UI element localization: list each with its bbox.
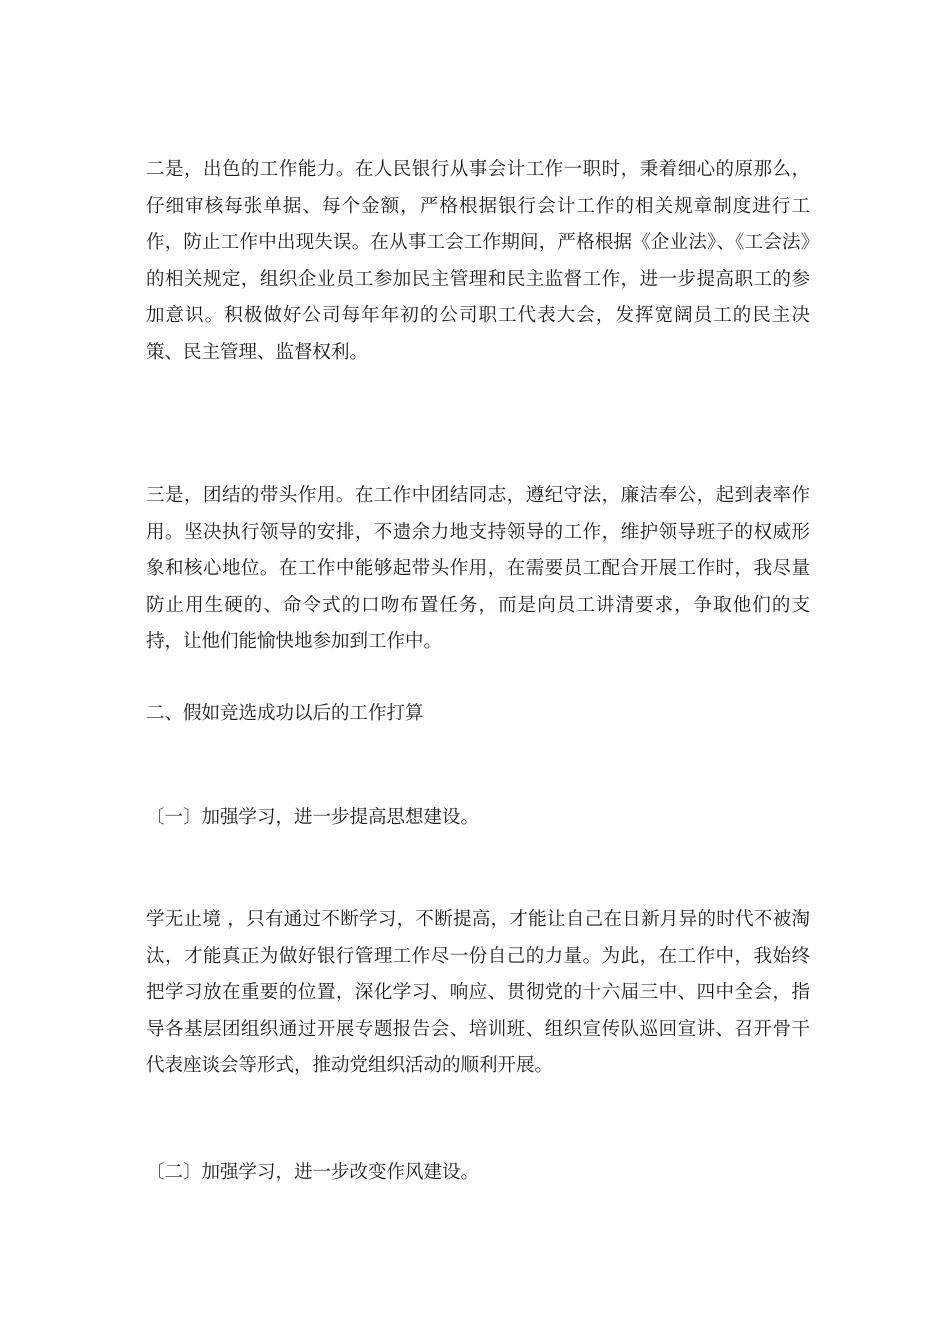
- paragraph-work-ability: 二是，出色的工作能力。在人民银行从事会计工作一职时，秉着细心的原那么，仔细审核每张单据、每个金额，严格根据银行会计工作的相关规章制度进行工作，防止工作中出现失误。在从事工会工作期间，严格根据《企业法》、《工会法》的相关规定，组织企业员工参加民主管理和民主监督工作，进一步提高职工的参加意识。积极做好公司每年年初的公司职工代表大会，发挥宽阔员工的民主决策、民主管理、监督权利。: [146, 159, 810, 363]
- paragraph-continuous-learning: 学无止境 ，只有通过不断学习，不断提高，才能让自己在日新月异的时代不被淘汰，才能真正为做好银行管理工作尽一份自己的力量。为此，在工作中，我始终把学习放在重要的位置，深化学习、响应、贯彻党的十六届三中、四中全会，指导各基层团组织通过开展专题报告会、培训班、组织宣传队巡回宣讲、召开骨干代表座谈会等形式，推动党组织活动的顺利开展。: [146, 909, 810, 1076]
- paragraph-leadership-role: 三是，团结的带头作用。在工作中团结同志，遵纪守法，廉洁奉公，起到表率作用。坚决执行领导的安排，不遗余力地支持领导的工作，维护领导班子的权威形象和核心地位。在工作中能够起带头作用，在需要员工配合开展工作时，我尽量防止用生硬的、命令式的口吻布置任务，而是向员工讲清要求，争取他们的支持，让他们能愉快地参加到工作中。: [146, 485, 810, 652]
- subheading-improve-style: 〔二〕加强学习，进一步改变作风建设。: [146, 1162, 480, 1183]
- subheading-strengthen-thought: 〔一〕加强学习，进一步提高思想建设。: [146, 807, 480, 828]
- section-heading-work-plan: 二、假如竞选成功以后的工作打算: [146, 703, 424, 724]
